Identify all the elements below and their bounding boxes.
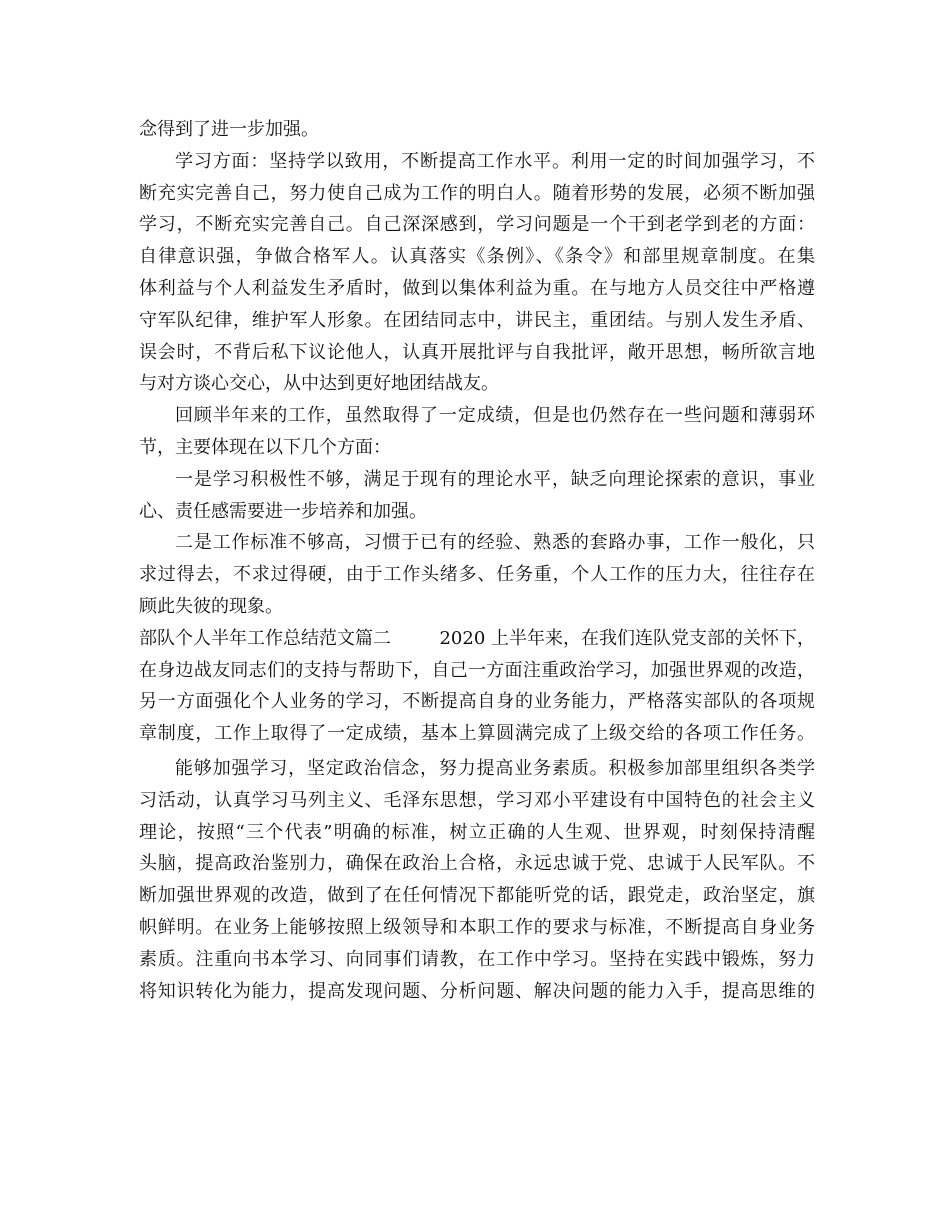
paragraph-study-politics-start: 能够加强学习，坚定政治信念，努力提高业务素质。积极参加部里组织各类学 (175, 757, 815, 779)
text-line: 头脑，提高政治鉴别力，确保在政治上合格，永远忠诚于党、忠诚于人民军队。不 (139, 853, 815, 875)
text-line: 章制度，工作上取得了一定成绩，基本上算圆满完成了上级交给的各项工作任务。 (139, 723, 815, 745)
document-page (139, 114, 815, 1007)
paragraph-review-start: 回顾半年来的工作，虽然取得了一定成绩，但是也仍然存在一些问题和薄弱环 (175, 405, 815, 427)
text-line: 自律意识强，争做合格军人。认真落实《条例》、《条令》和部里规章制度。在集 (139, 246, 815, 268)
paragraph-point-one-start: 一是学习积极性不够，满足于现有的理论水平，缺乏向理论探索的意识，事业 (175, 468, 815, 490)
section-heading (139, 623, 815, 655)
section-title: 部队个人半年工作总结范文篇二 (139, 627, 391, 649)
paragraph-study-start: 学习方面：坚持学以致用，不断提高工作水平。利用一定的时间加强学习，不 (175, 150, 815, 172)
section-lead-text: 2020 上半年来，在我们连队党支部的关怀下， (439, 627, 815, 649)
text-line: 误会时，不背后私下议论他人，认真开展批评与自我批评，敞开思想，畅所欲言地 (139, 341, 815, 363)
text-line: 求过得去，不求过得硬，由于工作头绪多、任务重，个人工作的压力大，往往存在 (139, 564, 815, 586)
text-line: 理论，按照“三个代表”明确的标准，树立正确的人生观、世界观，时刻保持清醒 (139, 821, 815, 843)
text-line: 在身边战友同志们的支持与帮助下，自己一方面注重政治学习，加强世界观的改造， (139, 659, 815, 681)
text-line: 另一方面强化个人业务的学习，不断提高自身的业务能力，严格落实部队的各项规 (139, 691, 815, 713)
text-line: 与对方谈心交心，从中达到更好地团结战友。 (139, 373, 499, 395)
text-line: 学习，不断充实完善自己。自己深深感到，学习问题是一个干到老学到老的方面： (139, 214, 815, 236)
text-line: 念得到了进一步加强。 (139, 119, 319, 140)
text-line: 节，主要体现在以下几个方面： (139, 436, 391, 458)
paragraph-point-two-start: 二是工作标准不够高，习惯于已有的经验、熟悉的套路办事，工作一般化，只 (175, 532, 815, 554)
text-line: 习活动，认真学习马列主义、毛泽东思想，学习邓小平建设有中国特色的社会主义 (139, 789, 815, 811)
text-line: 素质。注重向书本学习、向同事们请教，在工作中学习。坚持在实践中锻炼，努力 (139, 948, 815, 970)
text-line: 体利益与个人利益发生矛盾时，做到以集体利益为重。在与地方人员交往中严格遵 (139, 277, 815, 299)
text-line: 心、责任感需要进一步培养和加强。 (139, 500, 427, 522)
text-line: 守军队纪律，维护军人形象。在团结同志中，讲民主，重团结。与别人发生矛盾、 (139, 309, 815, 331)
text-line: 帜鲜明。在业务上能够按照上级领导和本职工作的要求与标准，不断提高自身业务 (139, 916, 815, 938)
text-line: 将知识转化为能力，提高发现问题、分析问题、解决问题的能力入手，提高思维的 (139, 980, 815, 1002)
text-line: 顾此失彼的现象。 (139, 595, 283, 617)
text-line: 断充实完善自己，努力使自己成为工作的明白人。随着形势的发展，必须不断加强 (139, 182, 815, 204)
text-line: 断加强世界观的改造，做到了在任何情况下都能听党的话，跟党走，政治坚定，旗 (139, 885, 815, 907)
